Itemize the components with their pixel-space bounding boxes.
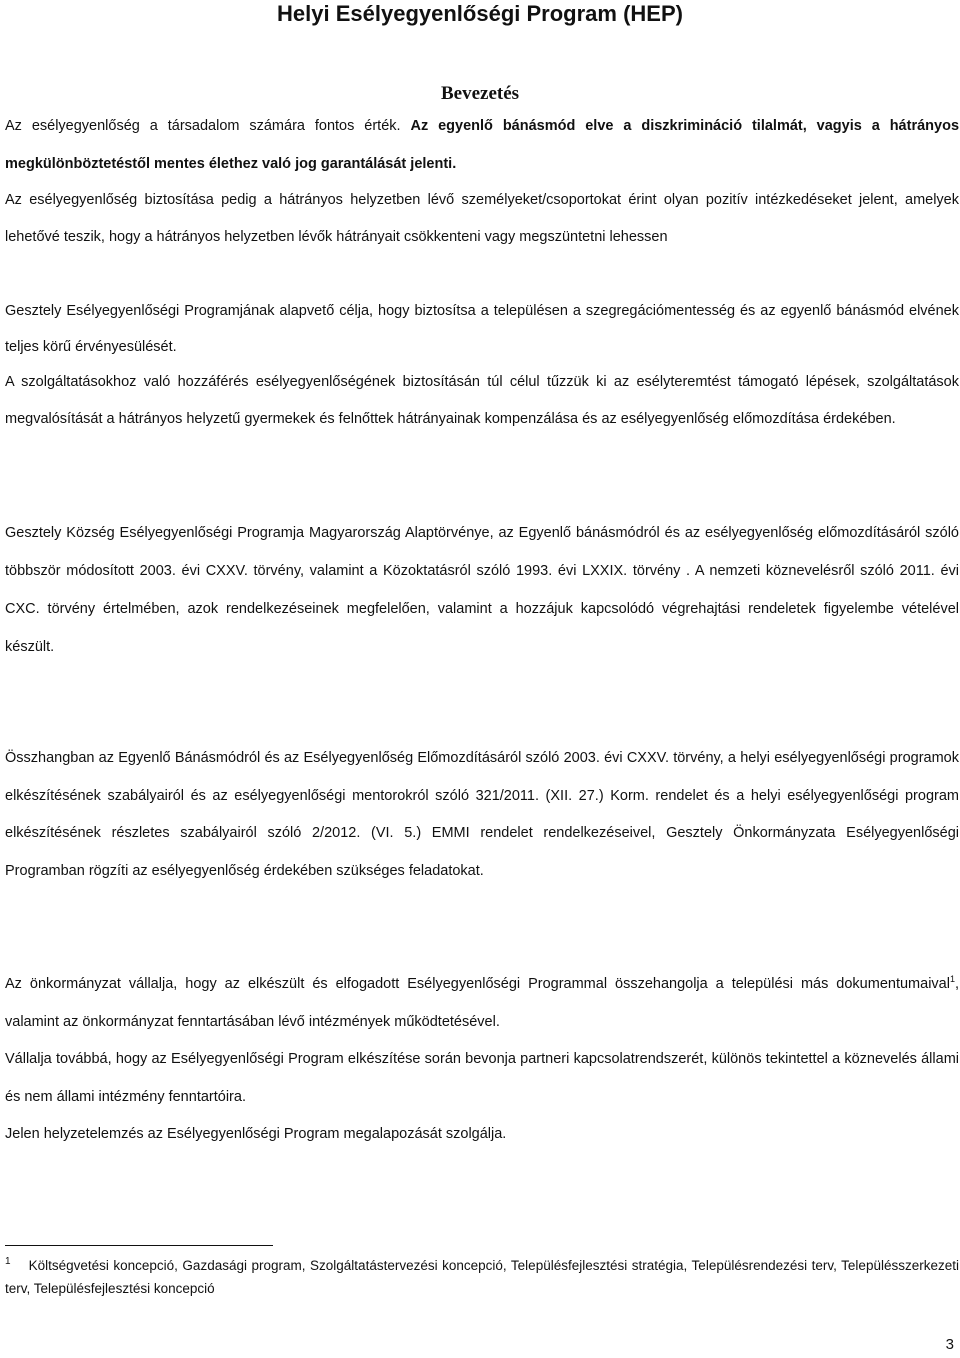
paragraph-program-celja: Gesztely Esélyegyenlőségi Programjának alapvető célja, hogy biztosítsa a településen a szegregációmentesség és az egyenlő bánásmód elvének teljes körű érvényesülését. <box>5 303 959 355</box>
paragraph-jogszabalyi-hatter: Gesztely Község Esélyegyenlőségi Programja Magyarország Alaptörvénye, az Egyenlő bánásmódról és az esélyegyenlőség előmozdításáról szóló többször módosított 2003. évi CXXV. törvény, valamint a Közoktatásról szóló 1993. évi LXXIX. törvény . A nemzeti köznevelésről szóló 2011. évi CXC. törvény értelmében, azok rendelkezéseinek megfelelően, valamint a hozzájuk kapcsolódó végrehajtási rendeletek figyelembe vételével készült. <box>5 525 959 655</box>
paragraph-osszhangban: Összhangban az Egyenlő Bánásmódról és az Esélyegyenlőség Előmozdításáról szóló 2003. évi CXXV. törvény, a helyi esélyegyenlőségi programok elkészítésének szabályairól és az esélyegyenlőségi mentorokról szóló 321/2011. (XII. 27.) Korm. rendelet és a helyi esélyegyenlőségi program elkészítésének részletes szabályairól szóló 2/2012. (VI. 5.) EMMI rendelet rendelkezéseivel, Gesztely Önkormányzata Esélyegyenlőségi Programban rögzíti az esélyegyenlőség érdekében szükséges feladatokat. <box>5 750 959 879</box>
footnote-mark: 1 <box>5 1256 11 1267</box>
footnote-reference[interactable]: 1 <box>949 974 955 985</box>
page-number: 3 <box>945 1336 954 1353</box>
p7-text-after: , valamint az önkormányzat fenntartásában lévő intézmények működtetésével. <box>5 976 959 1030</box>
footnote-separator <box>5 1245 273 1246</box>
intro-normal-text: Az esélyegyenlőség a társadalom számára fontos érték. <box>5 118 401 134</box>
paragraph-szolgaltatasok: A szolgáltatásokhoz való hozzáférés esélyegyenlőségének biztosításán túl célul tűzzük ki az esélyteremtést támogató lépések, szolgáltatások megvalósítását a hátrányos helyzetű gyermekek és felnőttek hátrányainak kompenzálása és az esélyegyenlőség előmozdítása érdekében. <box>5 374 959 427</box>
intro-paragraph <box>5 107 959 183</box>
footnote <box>5 1255 959 1299</box>
paragraph-helyzetelemzes: Jelen helyzetelemzés az Esélyegyenlőségi Program megalapozását szolgálja. <box>5 1126 507 1142</box>
section-heading: Bevezetés <box>440 83 520 104</box>
footnote-text: Költségvetési koncepció, Gazdasági program, Szolgáltatástervezési koncepció, Településfejlesztési stratégia, Településrendezési terv, Településszerkezeti terv, Településfejlesztési koncepció <box>5 1258 959 1296</box>
paragraph-esely-biztositasa: Az esélyegyenlőség biztosítása pedig a hátrányos helyzetben lévő személyeket/csoportokat érint olyan pozitív intézkedéseket jelent, amelyek lehetővé teszik, hogy a hátrányos helyzetben lévők hátrányait csökkenteni vagy megszüntetni lehessen <box>5 192 959 245</box>
paragraph-partneri-kapcsolatok: Vállalja továbbá, hogy az Esélyegyenlőségi Program elkészítése során bevonja partneri kapcsolatrendszerét, különös tekintettel a köznevelés állami és nem állami intézmény fenntartóira. <box>5 1051 959 1105</box>
document-title: Helyi Esélyegyenlőségi Program (HEP) <box>277 1 683 26</box>
paragraph-onkormanyzat-vallalja <box>5 966 959 1041</box>
p7-text-before: Az önkormányzat vállalja, hogy az elkészült és elfogadott Esélyegyenlőségi Programmal összehangolja a települési más dokumentumaival <box>5 976 950 992</box>
intro-bold-text: Az egyenlő bánásmód elve a diszkrimináció tilalmát, vagyis a hátrányos megkülönböztetéstől mentes élethez való jog garantálását jelenti. <box>5 118 960 172</box>
